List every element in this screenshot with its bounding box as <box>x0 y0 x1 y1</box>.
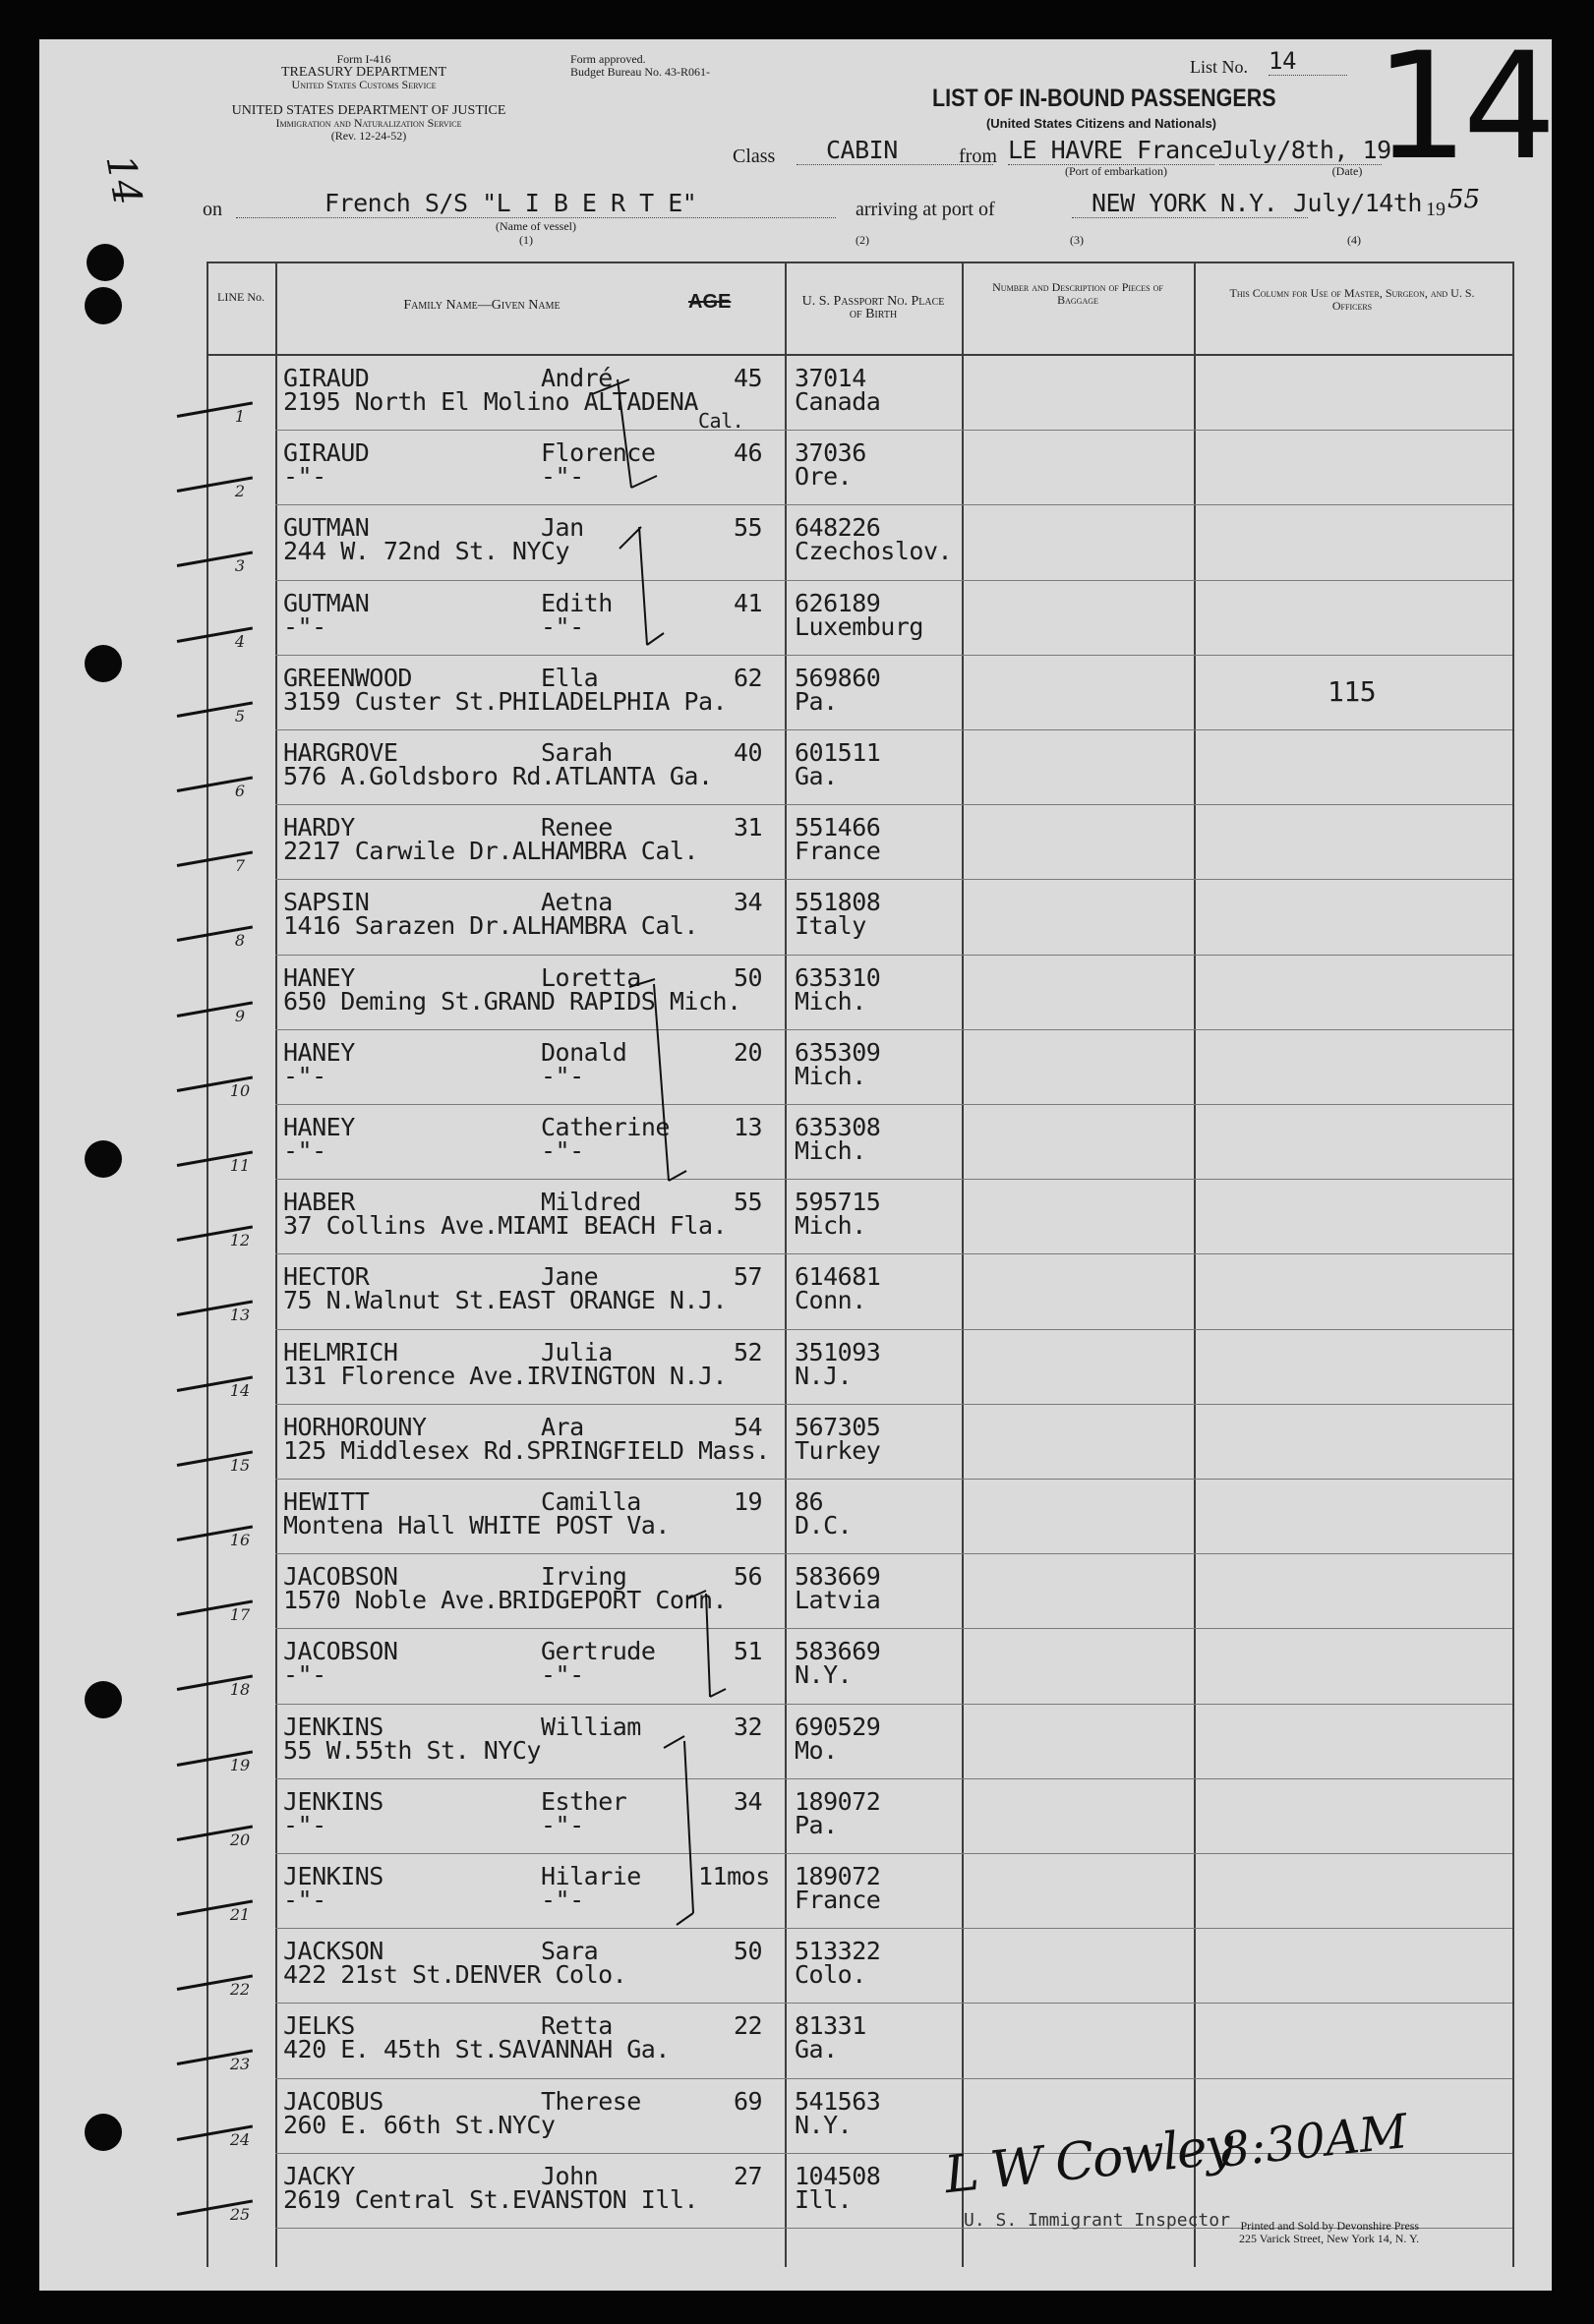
passport-number: 551808 <box>795 888 881 917</box>
line-number: 6 <box>234 782 246 800</box>
printer-line: Printed and Sold by Devonshire Press <box>1240 2219 1420 2233</box>
agency-line: (Rev. 12-24-52) <box>330 129 407 143</box>
page-subtitle: (United States Citizens and Nationals) <box>985 116 1217 131</box>
address: 1570 Noble Ave.BRIDGEPORT Conn. <box>283 1586 728 1615</box>
line-number: 15 <box>229 1455 251 1475</box>
passport-number: 635310 <box>795 962 881 992</box>
line-number: 3 <box>234 556 246 576</box>
header-baggage: Number and Description of Pieces of Baggage <box>992 280 1163 307</box>
bracket-17-18 <box>688 1591 726 1697</box>
passport-number: 635309 <box>795 1037 881 1067</box>
arrival-date: July/14th <box>1293 189 1422 217</box>
family-name: JACOBSON <box>283 1637 398 1666</box>
punch-hole <box>85 287 122 324</box>
given-name-ditto: -"- <box>541 611 584 641</box>
family-name: HORHOROUNY <box>283 1412 427 1441</box>
passport-number: 583669 <box>795 1637 881 1666</box>
address: 2195 North El Molino ALTADENA <box>283 387 698 416</box>
arrival-year-prefix: 19 <box>1426 199 1446 220</box>
class-value: CABIN <box>797 136 993 165</box>
address: 2619 Central St.EVANSTON Ill. <box>283 2184 698 2214</box>
family-name: HABER <box>283 1188 355 1217</box>
place-of-birth: Colo. <box>795 1960 866 1990</box>
bracket-marks <box>207 261 1512 2267</box>
punch-hole <box>85 1681 122 1718</box>
place-of-birth: Ga. <box>795 2035 838 2064</box>
line-number: 25 <box>229 2204 251 2224</box>
age: 56 <box>734 1562 763 1592</box>
passport-number: 37014 <box>795 364 866 392</box>
inspector-signature: L W Cowley <box>941 2116 1235 2206</box>
address: Montena Hall WHITE POST Va. <box>283 1511 670 1540</box>
printer-line: 225 Varick Street, New York 14, N. Y. <box>1239 2232 1420 2245</box>
family-name: HANEY <box>283 1113 355 1141</box>
line-number: 14 <box>229 1380 251 1400</box>
punch-hole <box>85 2114 122 2151</box>
list-no-value: 14 <box>1269 47 1347 76</box>
address: 131 Florence Ave.IRVINGTON N.J. <box>283 1361 728 1390</box>
officer-note: 115 <box>1328 674 1377 708</box>
bracket-9-11 <box>629 979 686 1181</box>
bracket-1-2 <box>592 379 657 488</box>
age: 41 <box>734 588 763 617</box>
given-name: Irving <box>541 1562 627 1592</box>
age: 55 <box>734 1188 763 1217</box>
line-number: 2 <box>234 482 246 501</box>
passport-number: 690529 <box>795 1712 881 1741</box>
approval-line: Budget Bureau No. 43-R061- <box>570 65 710 79</box>
punch-hole <box>87 244 124 281</box>
address: 37 Collins Ave.MIAMI BEACH Fla. <box>283 1211 728 1241</box>
vessel-name: French S/S "L I B E R T E" <box>236 189 836 218</box>
given-name-ditto: -"- <box>541 1660 584 1690</box>
passport-number: 626189 <box>795 588 881 617</box>
place-of-birth: Mich. <box>795 1061 866 1090</box>
family-name: JENKINS <box>283 1712 384 1741</box>
age: 40 <box>734 738 763 767</box>
address: -"- <box>283 462 326 492</box>
place-of-birth: Mich. <box>795 1211 866 1241</box>
from-value: LE HAVRE France <box>1008 136 1223 164</box>
age: 19 <box>734 1487 763 1516</box>
col-num-4: (4) <box>1347 233 1361 247</box>
on-label: on <box>203 199 222 220</box>
place-of-birth: Czechoslov. <box>795 537 953 566</box>
passport-number: 351093 <box>795 1337 881 1366</box>
age: 52 <box>734 1337 763 1366</box>
passport-number: 614681 <box>795 1262 881 1292</box>
age: 32 <box>734 1712 763 1741</box>
line-number: 18 <box>229 1680 251 1700</box>
approval-line: Form approved. <box>570 52 646 66</box>
place-of-birth: D.C. <box>795 1511 853 1540</box>
given-name: John <box>541 2161 599 2190</box>
arrival-port: NEW YORK N.Y. <box>1072 189 1308 218</box>
passport-number: 569860 <box>795 663 881 692</box>
family-name: JACKSON <box>283 1937 384 1966</box>
line-number: 13 <box>229 1306 251 1325</box>
list-no-label: List No. <box>1190 57 1249 77</box>
address: 1416 Sarazen Dr.ALHAMBRA Cal. <box>283 911 698 941</box>
line-number: 5 <box>234 706 246 726</box>
line-number: 17 <box>229 1605 251 1625</box>
agency-line: UNITED STATES DEPARTMENT OF JUSTICE <box>231 103 506 118</box>
place-of-birth: Luxemburg <box>795 611 923 641</box>
bracket-3-4 <box>620 527 664 645</box>
vessel-caption: (Name of vessel) <box>496 219 576 233</box>
given-name: Loretta <box>541 962 641 992</box>
line-number: 24 <box>229 2129 251 2149</box>
approval-block <box>570 53 767 79</box>
passenger-table <box>207 261 1512 2267</box>
address-line-2: Cal. <box>698 409 744 433</box>
given-name: Edith <box>541 588 613 617</box>
age: 34 <box>734 888 763 917</box>
line-number: 11 <box>229 1156 251 1175</box>
passport-number: 583669 <box>795 1562 881 1592</box>
family-name: JACOBSON <box>283 1562 398 1592</box>
place-of-birth: France <box>795 837 881 866</box>
header-line-no: LINE No. <box>217 290 265 304</box>
family-name: GUTMAN <box>283 588 370 617</box>
form-block <box>275 53 452 91</box>
given-name: Jane <box>541 1262 599 1292</box>
place-of-birth: Canada <box>795 387 881 416</box>
family-name: GIRAUD <box>283 364 370 392</box>
line-number: 16 <box>229 1531 251 1549</box>
punch-hole <box>85 1140 122 1178</box>
given-name: Ella <box>541 663 599 692</box>
age: 51 <box>734 1637 763 1666</box>
arrival-year: 55 <box>1447 185 1481 214</box>
agency-block <box>197 104 541 143</box>
header-officers: This Column for Use of Master, Surgeon, and U. S. Officers <box>1229 286 1475 313</box>
address: 576 A.Goldsboro Rd.ATLANTA Ga. <box>283 762 713 790</box>
given-name: Julia <box>541 1337 613 1366</box>
given-name-ditto: -"- <box>541 462 584 492</box>
col-num-2: (2) <box>856 233 869 247</box>
age: 54 <box>734 1412 763 1441</box>
form-line: United States Customs Service <box>291 78 437 91</box>
line-number: 20 <box>229 1830 251 1849</box>
manifest-sheet <box>39 22 1552 2291</box>
place-of-birth: N.Y. <box>795 1660 853 1690</box>
given-name: Gertrude <box>541 1637 656 1666</box>
passport-number: 551466 <box>795 813 881 842</box>
given-name: Florence <box>541 438 656 468</box>
family-name: JENKINS <box>283 1786 384 1816</box>
line-number: 8 <box>234 931 246 951</box>
address: 420 E. 45th St.SAVANNAH Ga. <box>283 2035 670 2064</box>
address: -"- <box>283 611 326 641</box>
age: 50 <box>734 962 763 992</box>
address: -"- <box>283 1136 326 1165</box>
family-name: HEWITT <box>283 1487 370 1516</box>
place-of-birth: Conn. <box>795 1286 866 1315</box>
family-name: HANEY <box>283 1037 355 1067</box>
given-name: Catherine <box>541 1113 670 1141</box>
line-number: 9 <box>234 1006 246 1025</box>
passport-number: 81331 <box>795 2011 866 2041</box>
col-num-3: (3) <box>1070 233 1084 247</box>
given-name: Sarah <box>541 738 613 767</box>
depart-date: July/8th, 19 <box>1219 136 1391 164</box>
family-name: JACKY <box>283 2161 355 2190</box>
family-name: HARDY <box>283 813 355 842</box>
age: 50 <box>734 1937 763 1966</box>
passport-number: 595715 <box>795 1188 881 1217</box>
address: 3159 Custer St.PHILADELPHIA Pa. <box>283 686 728 716</box>
form-line: TREASURY DEPARTMENT <box>280 65 447 80</box>
page-title: LIST OF IN-BOUND PASSENGERS <box>932 85 1276 112</box>
passport-number: 601511 <box>795 738 881 767</box>
given-name-ditto: -"- <box>541 1061 584 1090</box>
given-name-ditto: -"- <box>541 1810 584 1839</box>
place-of-birth: Ga. <box>795 762 838 790</box>
place-of-birth: France <box>795 1886 881 1914</box>
family-name: GUTMAN <box>283 513 370 543</box>
given-name-ditto: -"- <box>541 1136 584 1165</box>
line-number: 1 <box>234 407 246 426</box>
header-passport: U. S. Passport No. Place of Birth <box>801 294 945 321</box>
family-name: HECTOR <box>283 1262 370 1292</box>
given-name: Sara <box>541 1937 599 1966</box>
arriving-label: arriving at port of <box>856 199 995 220</box>
passport-number: 104508 <box>795 2161 881 2190</box>
from-label: from <box>959 145 997 167</box>
given-name: Renee <box>541 813 613 842</box>
signature-time: 8:30AM <box>1216 2104 1411 2179</box>
given-name: Donald <box>541 1037 627 1067</box>
given-name: André <box>541 364 613 392</box>
given-name: Hilarie <box>541 1862 641 1890</box>
age: 27 <box>734 2161 763 2190</box>
age: 45 <box>734 364 763 392</box>
printer-credit <box>1239 2220 1419 2245</box>
line-number: 21 <box>229 1905 251 1924</box>
passport-number: 541563 <box>795 2086 881 2116</box>
family-name: JACOBUS <box>283 2086 384 2116</box>
margin-note: 14 <box>96 150 150 209</box>
place-of-birth: Pa. <box>795 686 838 716</box>
line-number: 7 <box>234 856 246 876</box>
age: 55 <box>734 513 763 543</box>
given-name: Ara <box>541 1412 584 1441</box>
age: 13 <box>734 1113 763 1141</box>
address: -"- <box>283 1886 326 1914</box>
place-of-birth: Turkey <box>795 1435 881 1465</box>
family-name: HANEY <box>283 962 355 992</box>
inspector-label: U. S. Immigrant Inspector <box>964 2210 1230 2231</box>
family-name: HARGROVE <box>283 738 398 767</box>
place-of-birth: Latvia <box>795 1586 881 1615</box>
class-label: Class <box>733 145 776 167</box>
passport-number: 189072 <box>795 1786 881 1816</box>
line-number: 12 <box>229 1231 251 1250</box>
age: 62 <box>734 663 763 692</box>
list-no-large: 14 <box>1375 22 1551 193</box>
place-of-birth: Mo. <box>795 1735 838 1765</box>
bracket-19-21 <box>664 1736 693 1925</box>
address: 125 Middlesex Rd.SPRINGFIELD Mass. <box>283 1435 770 1465</box>
address: 244 W. 72nd St. NYCy <box>283 537 570 566</box>
embark-caption: (Port of embarkation) <box>1065 164 1167 178</box>
address: 650 Deming St.GRAND RAPIDS Mich. <box>283 986 741 1016</box>
given-name: Aetna <box>541 888 613 917</box>
given-name: Camilla <box>541 1487 641 1516</box>
age: 31 <box>734 813 763 842</box>
passport-number: 37036 <box>795 438 866 468</box>
place-of-birth: Mich. <box>795 986 866 1016</box>
place-of-birth: Italy <box>795 911 866 941</box>
family-name: JENKINS <box>283 1862 384 1890</box>
age: 34 <box>734 1786 763 1816</box>
given-name: Esther <box>541 1786 627 1816</box>
family-name: GREENWOOD <box>283 663 412 692</box>
header-name: Family Name—Given Name <box>403 298 561 313</box>
line-number: 4 <box>234 631 246 651</box>
passport-number: 513322 <box>795 1937 881 1966</box>
passport-number: 648226 <box>795 513 881 543</box>
family-name: JELKS <box>283 2011 355 2041</box>
passport-number: 86 <box>795 1487 824 1516</box>
line-number: 23 <box>229 2055 251 2074</box>
address: 260 E. 66th St.NYCy <box>283 2110 556 2139</box>
form-line: Form I-416 <box>336 52 391 66</box>
agency-line: Immigration and Naturalization Service <box>275 116 462 130</box>
line-number: 19 <box>229 1755 251 1774</box>
place-of-birth: Ore. <box>795 462 853 492</box>
address: 422 21st St.DENVER Colo. <box>283 1960 627 1990</box>
line-number: 10 <box>229 1080 251 1100</box>
address: 55 W.55th St. NYCy <box>283 1735 541 1765</box>
address: -"- <box>283 1061 326 1090</box>
given-name: William <box>541 1712 641 1741</box>
family-name: GIRAUD <box>283 438 370 468</box>
place-of-birth: N.Y. <box>795 2110 853 2139</box>
address: 75 N.Walnut St.EAST ORANGE N.J. <box>283 1286 728 1315</box>
age: 57 <box>734 1262 763 1292</box>
address: -"- <box>283 1810 326 1839</box>
header-age: AGE <box>688 291 732 313</box>
line-number: 22 <box>229 1980 251 2000</box>
age: 11mos <box>698 1862 770 1890</box>
address: 2217 Carwile Dr.ALHAMBRA Cal. <box>283 837 698 866</box>
passport-number: 567305 <box>795 1412 881 1441</box>
given-name: Therese <box>541 2086 641 2116</box>
family-name: SAPSIN <box>283 888 370 917</box>
passport-number: 635308 <box>795 1113 881 1141</box>
col-num-1: (1) <box>519 233 533 247</box>
age: 22 <box>734 2011 763 2041</box>
age: 46 <box>734 438 763 468</box>
given-name: Jan <box>541 513 584 543</box>
family-name: HELMRICH <box>283 1337 398 1366</box>
given-name: Mildred <box>541 1188 641 1217</box>
punch-hole <box>85 645 122 682</box>
date-caption: (Date) <box>1331 164 1363 178</box>
address: -"- <box>283 1660 326 1690</box>
age: 20 <box>734 1037 763 1067</box>
place-of-birth: Pa. <box>795 1810 838 1839</box>
place-of-birth: N.J. <box>795 1361 853 1390</box>
given-name: Retta <box>541 2011 613 2041</box>
place-of-birth: Mich. <box>795 1136 866 1165</box>
passport-number: 189072 <box>795 1862 881 1890</box>
age: 69 <box>734 2086 763 2116</box>
place-of-birth: Ill. <box>795 2184 853 2214</box>
given-name-ditto: -"- <box>541 1886 584 1914</box>
